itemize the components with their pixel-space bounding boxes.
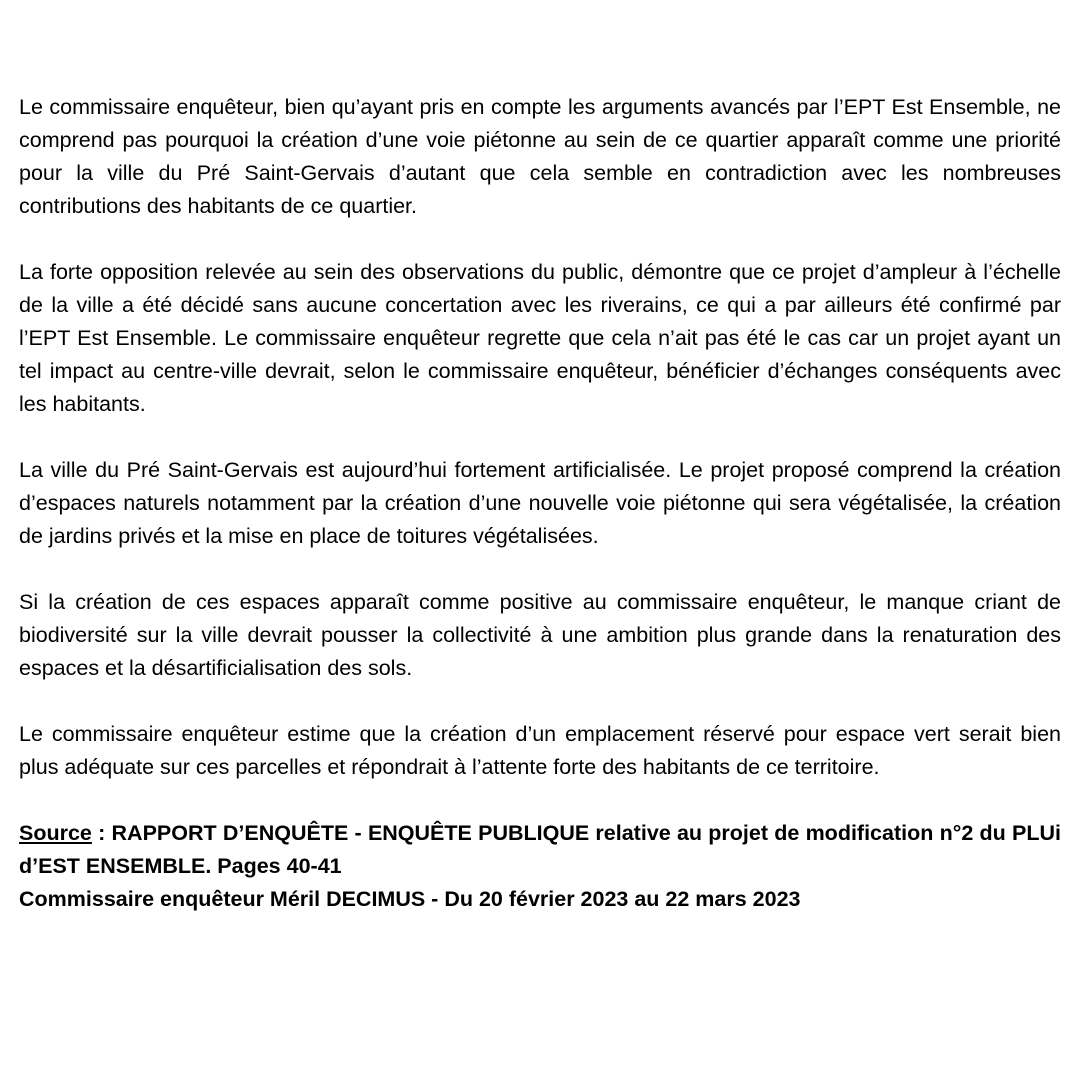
source-label: Source	[19, 821, 92, 845]
source-credit: Commissaire enquêteur Méril DECIMUS - Du 20 février 2023 au 22 mars 2023	[19, 887, 801, 911]
source-separator: :	[91, 821, 112, 845]
source-reference	[19, 817, 1061, 883]
paragraph-2: La forte opposition relevée au sein des observations du public, démontre que ce projet d’ampleur à l’échelle de la ville a été décidé sans aucune concertation avec les riverains, ce qui a par ailleurs été confirmé par l’EPT Est Ensemble. Le commissaire enquêteur regrette que cela n’ait pas été le cas car un projet ayant un tel impact au centre-ville devrait, selon le commissaire enquêteur, bénéficier d’échanges conséquents avec les habitants.	[19, 260, 1061, 416]
paragraph-1: Le commissaire enquêteur, bien qu’ayant pris en compte les arguments avancés par l’EPT Est Ensemble, ne comprend pas pourquoi la création d’une voie piétonne au sein de ce quartier apparaît comme une priorité pour la ville du Pré Saint-Gervais d’autant que cela semble en contradiction avec les nombreuses contributions des habitants de ce quartier.	[19, 95, 1061, 218]
source-citation	[19, 817, 1061, 916]
paragraph-4: Si la création de ces espaces apparaît comme positive au commissaire enquêteur, le manque criant de biodiversité sur la ville devrait pousser la collectivité à une ambition plus grande dans la renaturation des espaces et la désartificialisation des sols.	[19, 590, 1061, 680]
paragraph-5: Le commissaire enquêteur estime que la création d’un emplacement réservé pour espace vert serait bien plus adéquate sur ces parcelles et répondrait à l’attente forte des habitants de ce territoire.	[19, 722, 1061, 779]
source-text: RAPPORT D’ENQUÊTE - ENQUÊTE PUBLIQUE relative au projet de modification n°2 du PLUi d’EST ENSEMBLE. Pages 40-41	[19, 821, 1061, 878]
paragraph-3: La ville du Pré Saint-Gervais est aujourd’hui fortement artificialisée. Le projet proposé comprend la création d’espaces naturels notamment par la création d’une nouvelle voie piétonne qui sera végétalisée, la création de jardins privés et la mise en place de toitures végétalisées.	[19, 458, 1061, 548]
document-body	[19, 91, 1061, 916]
